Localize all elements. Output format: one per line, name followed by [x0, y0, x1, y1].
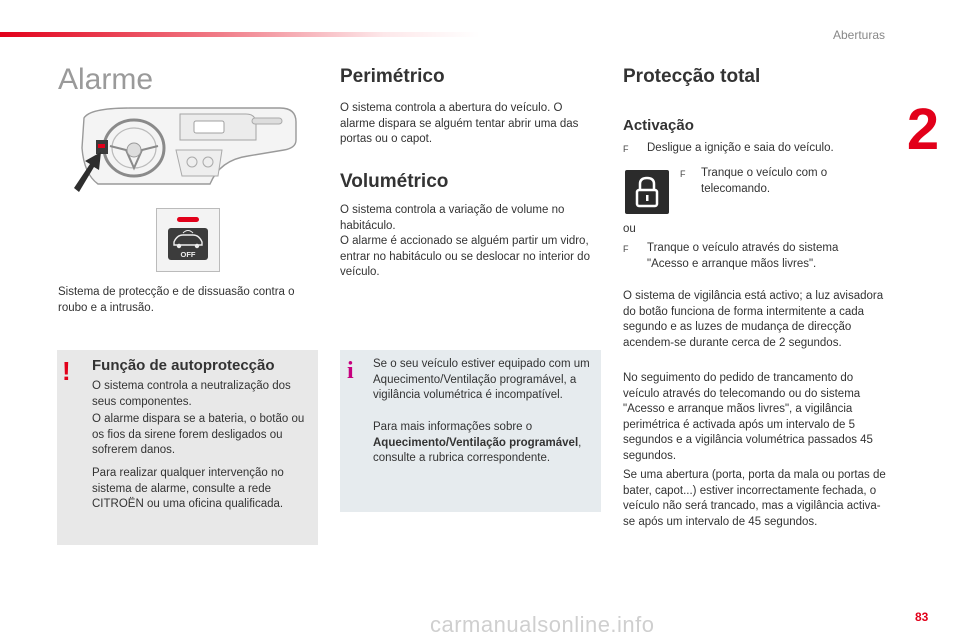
step-1-text: Desligue a ignição e saia do veículo.	[647, 142, 834, 154]
dashboard-illustration	[70, 104, 302, 196]
volumetrico-text-1: O sistema controla a variação de volume no habitáculo.	[340, 204, 565, 232]
proteccao-title: Protecção total	[623, 66, 761, 87]
perimetrico-title: Perimétrico	[340, 66, 445, 87]
perimetrico-text: O sistema controla a abertura do veículo. O alarme dispara se alguém tentar abrir uma das portas ou o capot.	[340, 102, 579, 145]
warning-text-1: O sistema controla a neutralização dos seus componentes.	[92, 380, 291, 408]
info-text-2b: Aquecimento/Ventilação programável	[373, 436, 579, 449]
activacao-title: Activação	[623, 117, 694, 134]
svg-text:OFF: OFF	[180, 250, 196, 259]
info-icon: i	[347, 358, 354, 384]
info-text-2a: Para mais informações sobre o	[373, 421, 533, 433]
or-label: ou	[623, 223, 636, 235]
warning-text-2: O alarme dispara se a bateria, o botão ou os fios da sirene forem desligados ou sofrerem danos.	[92, 413, 305, 456]
alarm-button-icon	[157, 209, 219, 271]
info-text-2	[373, 420, 593, 467]
chapter-number: 2	[906, 97, 940, 162]
activation-text-2: No seguimento do pedido de trancamento do veículo através do telecomando ou do sistema "Acesso e arranque mãos livres", a vigilância perimétrica é activada após um intervalo de 5 segundos e a vigilância volumétrica passados 45 segundos.	[623, 372, 873, 462]
bullet-marker-1: F	[623, 144, 629, 154]
step-2-text: Tranque o veículo com o telecomando.	[701, 167, 828, 195]
volumetrico-text-2: O alarme é accionado se alguém partir um vidro, entrar no habitáculo ou se deslocar no interior do veículo.	[340, 235, 590, 278]
alarm-caption: Sistema de protecção e de dissuasão contra o roubo e a intrusão.	[58, 286, 295, 314]
page-title: Alarme	[58, 63, 154, 96]
alarm-off-button-illustration	[156, 208, 220, 272]
warning-title: Função de autoprotecção	[92, 357, 275, 374]
lock-button-illustration	[625, 170, 669, 214]
volumetrico-title: Volumétrico	[340, 171, 449, 192]
info-text-1: Se o seu veículo estiver equipado com um Aquecimento/Ventilação programável, a vigilância volumétrica é incompatível.	[373, 358, 590, 401]
padlock-icon	[625, 170, 669, 214]
bullet-marker-3: F	[623, 244, 629, 254]
section-label: Aberturas	[832, 28, 885, 42]
header-accent-bar	[0, 32, 480, 37]
info-text-2c: , consulte a rubrica correspondente.	[373, 436, 582, 464]
activation-text-1: O sistema de vigilância está activo; a luz avisadora do botão funciona de forma intermitente a cada segundo e as luzes de mudança de direcção acendem-se durante cerca de 2 segundos.	[623, 290, 884, 349]
activation-text-3: Se uma abertura (porta, porta da mala ou portas de bater, capot...) estiver incorrectamente fechada, o veículo não será trancado, mas a vigilância activa-se após um intervalo de 45 segundos.	[623, 469, 886, 528]
warning-text-3: Para realizar qualquer intervenção no sistema de alarme, consulte a rede CITROËN ou uma oficina qualificada.	[92, 467, 284, 510]
watermark: carmanualsonline.info	[430, 612, 655, 637]
step-3-text: Tranque o veículo através do sistema "Acesso e arranque mãos livres".	[647, 242, 839, 270]
warning-icon: !	[62, 356, 71, 386]
bullet-marker-2: F	[680, 169, 686, 179]
page-number: 83	[915, 610, 929, 624]
